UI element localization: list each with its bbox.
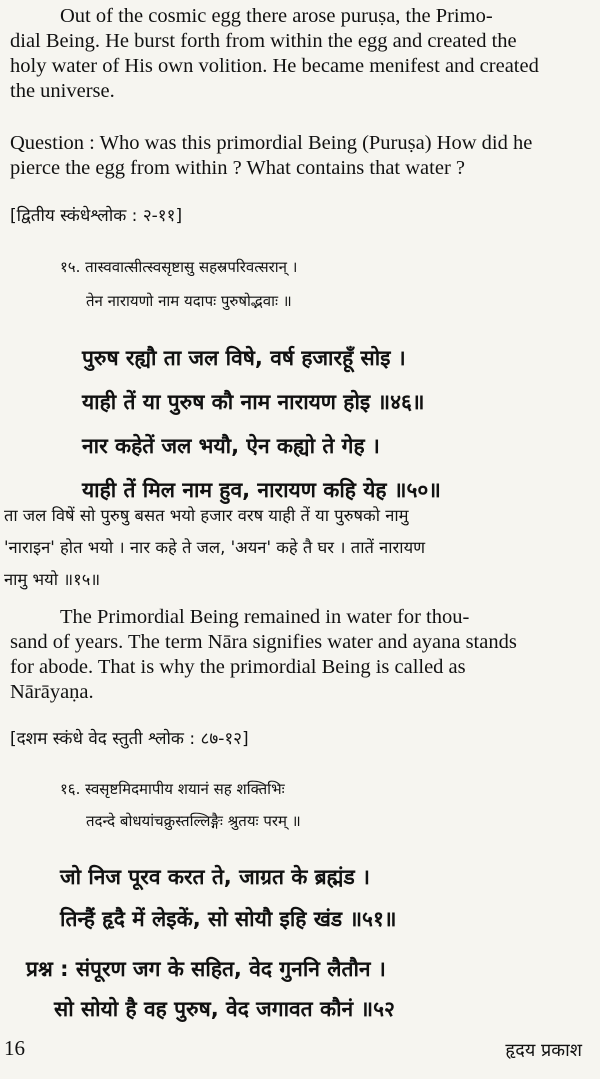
sanskrit-sloka-15	[60, 250, 297, 318]
text-line: Question : Who was this primordial Being (Puruṣa) How did he	[10, 132, 533, 154]
text-line: holy water of His own volition. He became menifest and created	[10, 55, 539, 77]
question-paragraph	[10, 131, 590, 181]
prose-line: 'नाराइन' होत भयो । नार कहे ते जल, 'अयन' कहे तै घर । तातें नारायण	[4, 538, 426, 557]
sloka-line: १६. स्वसृष्टमिदमापीय शयानं सह शक्तिभिः	[60, 780, 285, 798]
page-number: 16	[4, 1036, 25, 1060]
text-line: Out of the cosmic egg there arose puruṣa, the Primo-	[60, 5, 493, 27]
verse-line: तिन्हैं हृदै में लेइकें, सो सोयौ इहि खंड ॥५१॥	[60, 907, 397, 931]
text-line: dial Being. He burst forth from within the egg and created the	[10, 30, 517, 52]
text-line: pierce the egg from within ? What contains that water ?	[10, 157, 466, 179]
english-paragraph-narayana	[10, 605, 590, 705]
english-paragraph-intro	[10, 4, 590, 104]
hindi-verse-52-question	[26, 949, 395, 1029]
running-footer-title: हृदय प्रकाश	[505, 1040, 582, 1061]
verse-line: याही तें मिल नाम हुव, नारायण कहि येह ॥५०॥	[82, 478, 441, 502]
reference-bracket-1: [द्वितीय स्कंधेश्लोक : २-११]	[10, 206, 183, 226]
hindi-verse-49-50	[82, 336, 441, 512]
hindi-verse-51	[60, 856, 396, 940]
text-line: The Primordial Being remained in water for thou-	[60, 606, 470, 628]
sloka-line: तेन नारायणो नाम यदापः पुरुषोद्भवाः ॥	[86, 292, 292, 310]
sanskrit-sloka-16	[60, 773, 301, 837]
text-line: for abode. That is why the primordial Being is called as	[10, 656, 466, 678]
verse-line: प्रश्न : संपूरण जग के सहित, वेद गुननि लैतौन ।	[26, 957, 386, 981]
prose-line: ता जल विषें सो पुरुषु बसत भयो हजार वरष याही तें या पुरुषको नामु	[4, 506, 409, 525]
prose-line: नामु भयो ॥१५॥	[4, 570, 101, 589]
verse-line: सो सोयो है वह पुरुष, वेद जगावत कौनं ॥५२	[54, 997, 395, 1021]
text-line: Nārāyaṇa.	[10, 681, 94, 703]
sloka-line: तदन्दे बोधयांचक्रुस्तल्लिङ्गैः श्रुतयः परम् ॥	[86, 812, 301, 830]
verse-line: याही तें या पुरुष कौ नाम नारायण होइ ॥४६॥	[82, 390, 425, 414]
verse-line: पुरुष रह्यौ ता जल विषे, वर्ष हजारहूँ सोइ ।	[82, 346, 406, 370]
text-line: sand of years. The term Nāra signifies water and ayana stands	[10, 631, 517, 653]
verse-line: जो निज पूरव करत ते, जाग्रत के ब्रह्मंड ।	[60, 865, 370, 889]
text-line: the universe.	[10, 80, 115, 102]
hindi-prose-commentary	[4, 500, 425, 596]
sloka-line: १५. तास्ववात्सीत्स्वसृष्टासु सहस्रपरिवत्सरान् ।	[60, 258, 298, 276]
verse-line: नार कहेतें जल भयौ, ऐन कह्यो ते गेह ।	[82, 434, 380, 458]
reference-bracket-2: [दशम स्कंधे वेद स्तुती श्लोक : ८७-१२]	[10, 729, 249, 749]
